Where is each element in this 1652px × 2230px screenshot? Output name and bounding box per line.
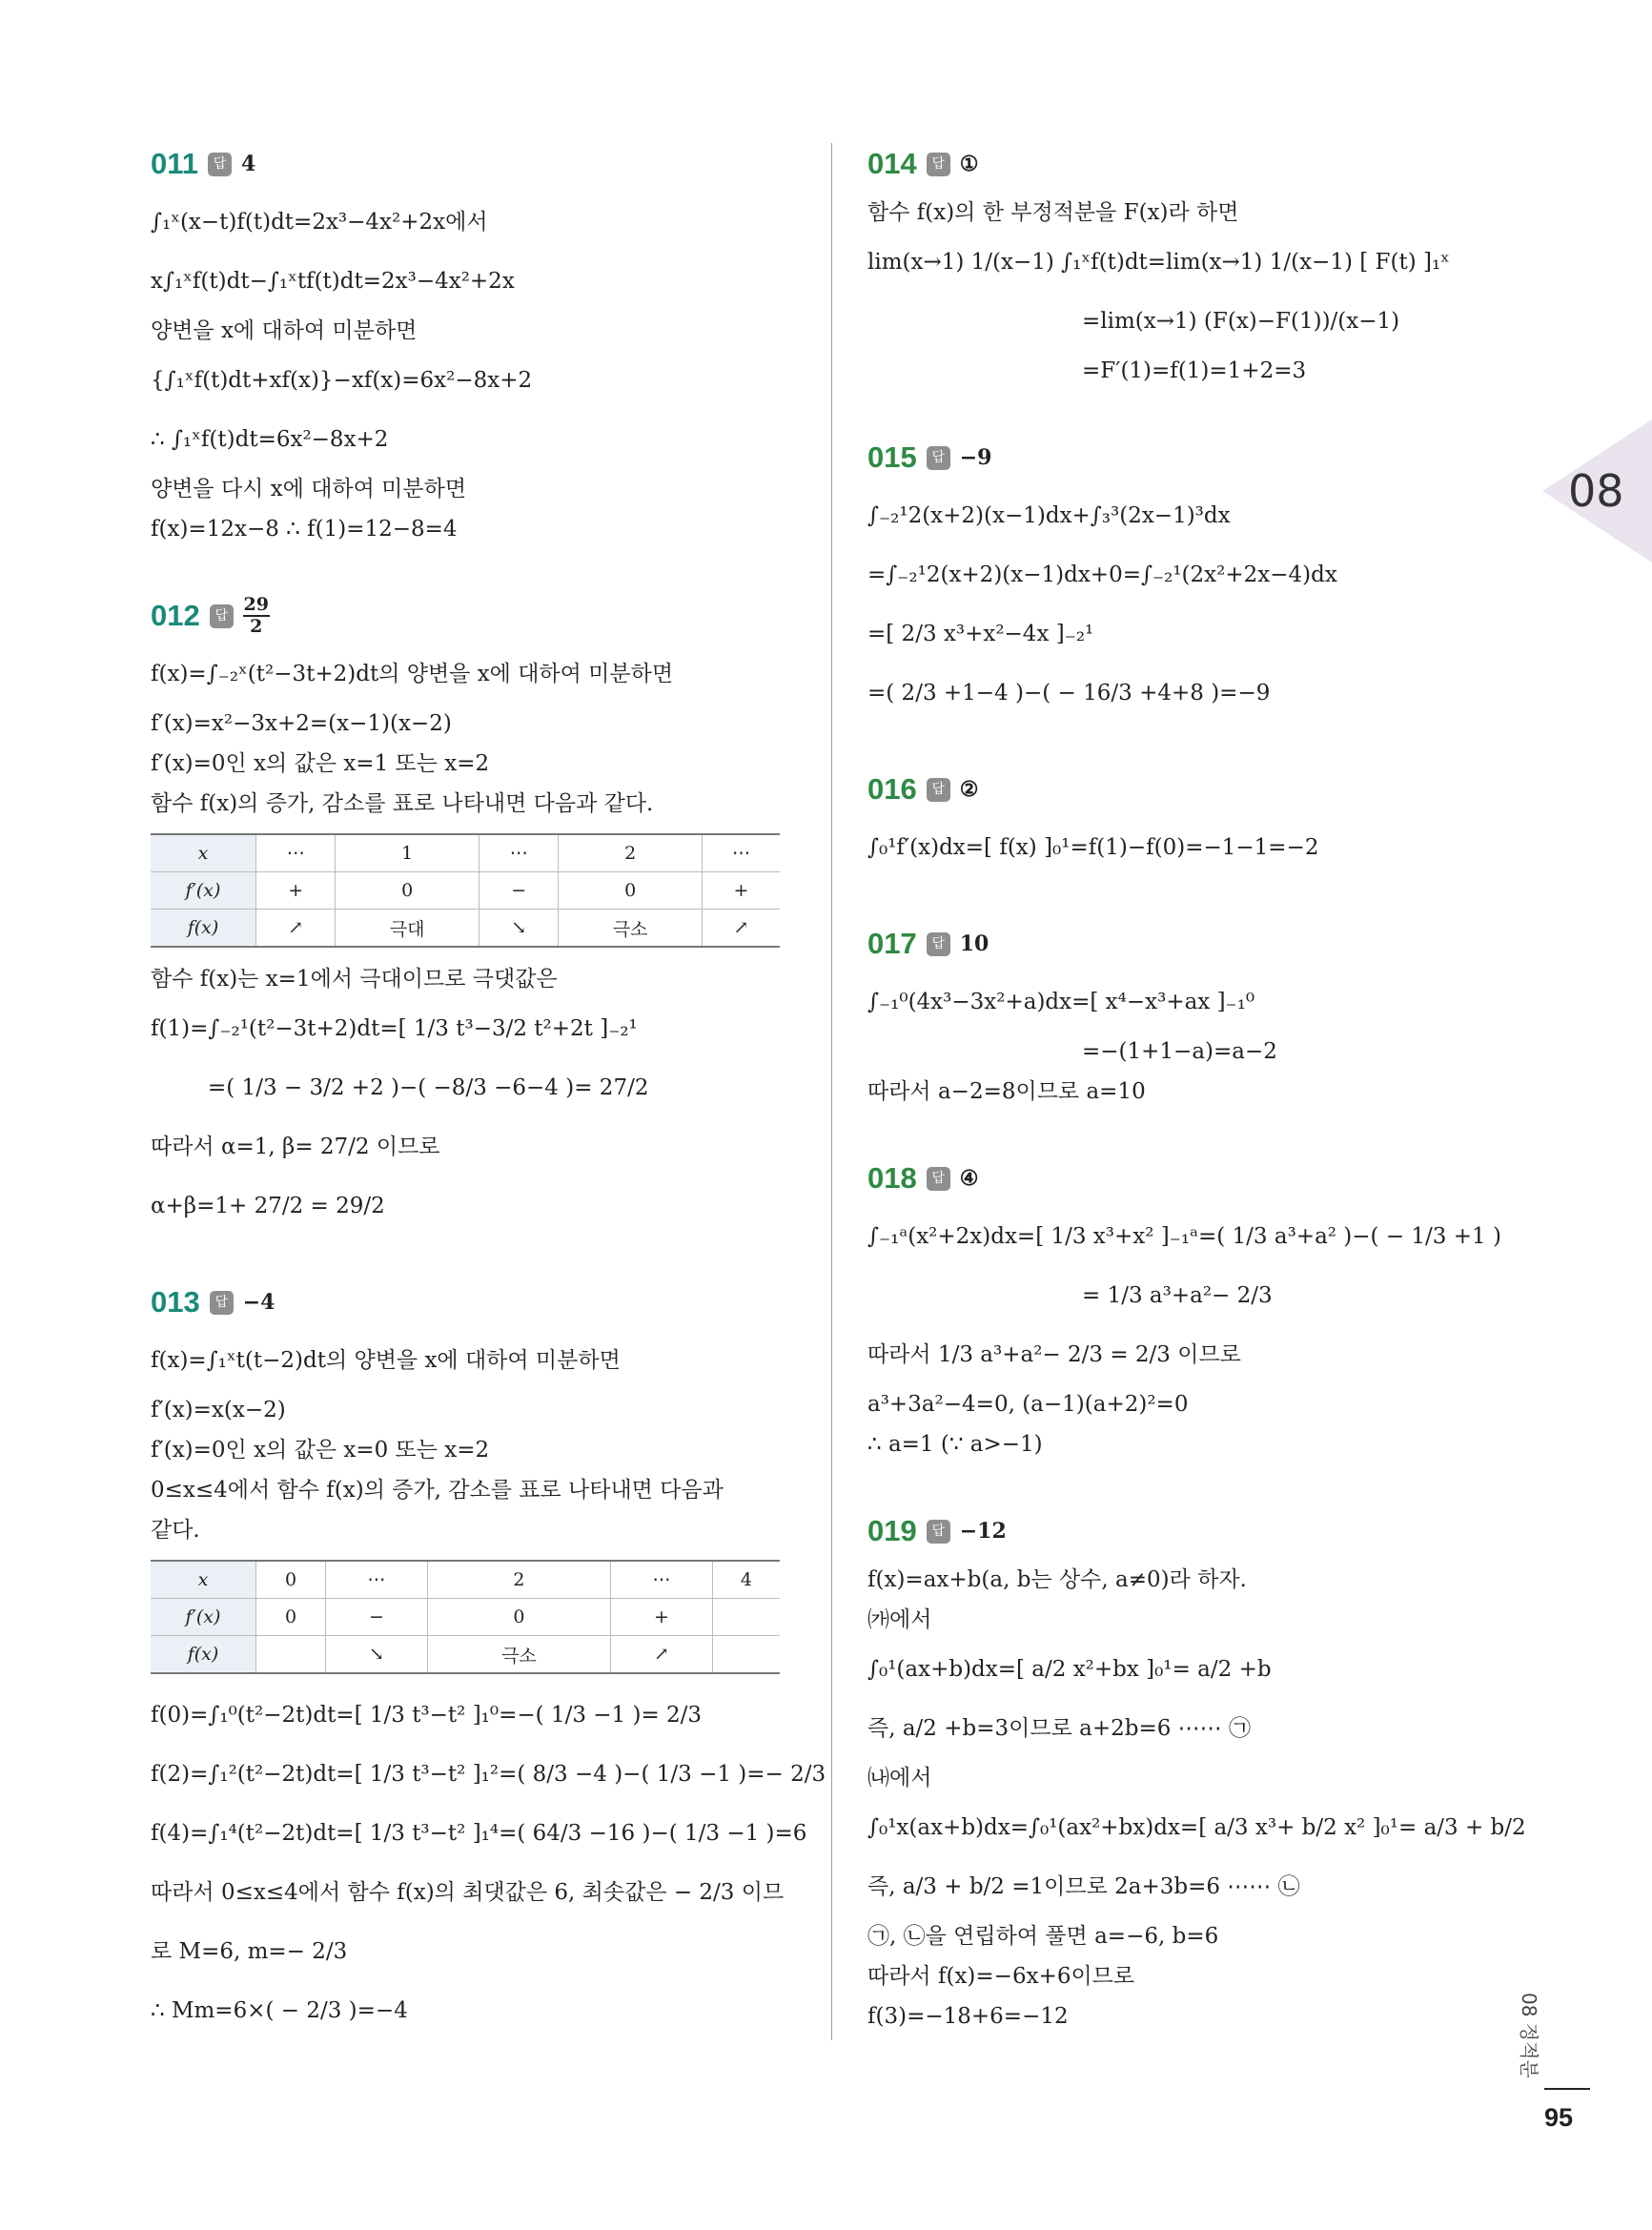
table-cell: ⋯ <box>326 1561 428 1599</box>
answer-tag: 답 <box>927 1520 950 1544</box>
solution-line: ∴ a=1 (∵ a>−1) <box>867 1432 1043 1457</box>
solution-line: 함수 f(x)는 x=1에서 극대이므로 극댓값은 <box>151 967 558 992</box>
solution-line: 따라서 α=1, β= 27/2 이므로 <box>151 1135 440 1159</box>
problem-header <box>867 923 1497 965</box>
answer-value: −12 <box>959 1519 1007 1544</box>
problem-018 <box>867 1157 1501 1464</box>
solution-line: = 1/3 a³+a²− 2/3 <box>1082 1283 1273 1308</box>
solution-line: f(1)=∫₋₂¹(t²−3t+2)dt=[ 1/3 t³−3/2 t²+2t ]₋₂¹ <box>151 1016 638 1041</box>
answer-tag: 답 <box>210 604 234 628</box>
table-cell: 0 <box>559 872 703 910</box>
problem-number: 018 <box>867 1161 917 1195</box>
problem-017 <box>867 923 1497 1112</box>
solution-line: ∫₀¹(ax+b)dx=[ a/2 x²+bx ]₀¹= a/2 +b <box>867 1657 1272 1682</box>
problem-number: 016 <box>867 772 917 806</box>
solution-line: ∫₋₁⁰(4x³−3x²+a)dx=[ x⁴−x³+ax ]₋₁⁰ <box>867 990 1255 1014</box>
solution-line: ∫₋₁ᵃ(x²+2x)dx=[ 1/3 x³+x² ]₋₁ᵃ=( 1/3 a³+a² )−( − 1/3 +1 ) <box>867 1224 1501 1249</box>
solution-line: f(x)=∫₋₂ˣ(t²−3t+2)dt의 양변을 x에 대하여 미분하면 <box>151 662 674 686</box>
problem-014 <box>867 143 1497 391</box>
solution-line: f(3)=−18+6=−12 <box>867 2004 1069 2029</box>
table-cell: 0 <box>336 872 479 910</box>
solution-line: 따라서 f(x)=−6x+6이므로 <box>867 1964 1135 1989</box>
problem-header <box>151 143 780 185</box>
chapter-tab-number: 08 <box>1568 465 1624 517</box>
solution-line: 즉, a/2 +b=3이므로 a+2b=6 ⋯⋯ ㉠ <box>867 1716 1251 1741</box>
table-cell: 0 <box>256 1599 326 1636</box>
solution-line: =lim(x→1) (F(x)−F(1))/(x−1) <box>1082 309 1400 334</box>
solution-line: =∫₋₂¹2(x+2)(x−1)dx+0=∫₋₂¹(2x²+2x−4)dx <box>867 563 1337 587</box>
solution-line: ∴ ∫₁ˣf(t)dt=6x²−8x+2 <box>151 427 389 452</box>
problem-header <box>867 1157 1497 1199</box>
solution-line: =( 1/3 − 3/2 +2 )−( −8/3 −6−4 )= 27/2 <box>208 1075 649 1100</box>
answer-value: 10 <box>959 931 989 956</box>
problem-011 <box>151 143 780 549</box>
solution-line: 로 M=6, m=− 2/3 <box>151 1939 348 1964</box>
solution-line: f′(x)=x(x−2) <box>151 1398 286 1422</box>
side-chapter-label: 08 정적분 <box>1518 1993 1540 2078</box>
problem-header <box>867 143 1497 185</box>
solution-line: ∫₀¹f′(x)dx=[ f(x) ]₀¹=f(1)−f(0)=−1−1=−2 <box>867 835 1319 860</box>
table-cell: f(x) <box>151 1636 256 1674</box>
solution-line: =( 2/3 +1−4 )−( − 16/3 +4+8 )=−9 <box>867 681 1271 706</box>
table-cell: f(x) <box>151 910 256 948</box>
table-cell: 0 <box>427 1599 610 1636</box>
solution-line: 따라서 0≤x≤4에서 함수 f(x)의 최댓값은 6, 최솟값은 − 2/3 이므 <box>151 1880 785 1905</box>
solution-line: ㉠, ㉡을 연립하여 풀면 a=−6, b=6 <box>867 1924 1219 1949</box>
table-cell <box>712 1599 780 1636</box>
table-cell: − <box>479 872 558 910</box>
solution-line: =−(1+1−a)=a−2 <box>1082 1039 1277 1064</box>
solution-line: 0≤x≤4에서 함수 f(x)의 증가, 감소를 표로 나타내면 다음과 <box>151 1478 724 1503</box>
solution-line: ∫₁ˣ(x−t)f(t)dt=2x³−4x²+2x에서 <box>151 210 488 235</box>
problem-number: 014 <box>867 147 917 180</box>
table-cell: 2 <box>427 1561 610 1599</box>
problem-header <box>867 437 1497 479</box>
table-cell: f′(x) <box>151 1599 256 1636</box>
solution-line: f′(x)=x²−3x+2=(x−1)(x−2) <box>151 711 452 736</box>
table-cell: 극대 <box>336 910 479 948</box>
table-cell: + <box>702 872 780 910</box>
solution-line: f′(x)=0인 x의 값은 x=0 또는 x=2 <box>151 1438 490 1463</box>
problem-number: 017 <box>867 927 917 960</box>
sign-table <box>151 833 780 948</box>
solution-line: 즉, a/3 + b/2 =1이므로 2a+3b=6 ⋯⋯ ㉡ <box>867 1874 1300 1899</box>
table-cell: 2 <box>559 834 703 872</box>
problem-header <box>867 768 1497 810</box>
answer-value: −4 <box>242 1290 275 1315</box>
problem-header <box>867 1510 1497 1552</box>
answer-value: −9 <box>959 445 992 470</box>
table-cell: 극소 <box>559 910 703 948</box>
problem-number: 012 <box>151 599 200 632</box>
answer-value: 4 <box>241 152 256 176</box>
answer-fraction <box>243 595 270 637</box>
solution-line: 양변을 다시 x에 대하여 미분하면 <box>151 477 467 501</box>
column-divider <box>831 143 832 2040</box>
table-cell: + <box>611 1599 713 1636</box>
table-row <box>151 910 780 948</box>
solution-line: f′(x)=0인 x의 값은 x=1 또는 x=2 <box>151 751 490 776</box>
solution-line: ∴ Mm=6×( − 2/3 )=−4 <box>151 1998 408 2023</box>
page-number: 95 <box>1544 2103 1574 2132</box>
problem-012 <box>151 595 780 1236</box>
answer-value: ② <box>959 777 979 802</box>
answer-value: ① <box>959 152 979 176</box>
solution-line: lim(x→1) 1/(x−1) ∫₁ˣf(t)dt=lim(x→1) 1/(x−1) [ F(t) ]₁ˣ <box>867 250 1450 275</box>
problem-015 <box>867 437 1497 723</box>
table-cell: x <box>151 1561 256 1599</box>
problem-number: 013 <box>151 1285 200 1319</box>
solution-line: f(x)=∫₁ˣt(t−2)dt의 양변을 x에 대하여 미분하면 <box>151 1348 621 1373</box>
solution-line: a³+3a²−4=0, (a−1)(a+2)²=0 <box>867 1392 1189 1417</box>
solution-line: {∫₁ˣf(t)dt+xf(x)}−xf(x)=6x²−8x+2 <box>151 368 533 393</box>
problem-header <box>151 595 780 637</box>
sign-table <box>151 1560 780 1674</box>
table-cell: ⋯ <box>702 834 780 872</box>
solution-line: 함수 f(x)의 증가, 감소를 표로 나타내면 다음과 같다. <box>151 791 654 816</box>
right-column <box>867 143 1526 2082</box>
answer-tag: 답 <box>927 446 950 470</box>
table-cell: ↗ <box>256 910 336 948</box>
table-cell: ⋯ <box>611 1561 713 1599</box>
table-cell: 극소 <box>427 1636 610 1674</box>
solution-line: f(2)=∫₁²(t²−2t)dt=[ 1/3 t³−t² ]₁²=( 8/3 −4 )−( 1/3 −1 )=− 2/3 <box>151 1762 826 1787</box>
table-cell: ↘ <box>326 1636 428 1674</box>
table-row <box>151 834 780 872</box>
problem-header <box>151 1281 780 1323</box>
answer-numerator: 29 <box>243 594 269 615</box>
solution-line: 같다. <box>151 1518 200 1543</box>
page-number-rule <box>1544 2088 1590 2090</box>
solution-line: f(4)=∫₁⁴(t²−2t)dt=[ 1/3 t³−t² ]₁⁴=( 64/3 −16 )−( 1/3 −1 )=6 <box>151 1821 807 1846</box>
problem-number: 011 <box>151 147 199 180</box>
table-cell: ↗ <box>611 1636 713 1674</box>
problem-016 <box>867 768 1497 877</box>
answer-tag: 답 <box>210 1291 234 1315</box>
answer-tag: 답 <box>927 153 950 176</box>
table-cell: ↘ <box>479 910 558 948</box>
solution-line: ∫₀¹x(ax+b)dx=∫₀¹(ax²+bx)dx=[ a/3 x³+ b/2 x² ]₀¹= a/3 + b/2 <box>867 1815 1526 1840</box>
table-cell: 1 <box>336 834 479 872</box>
solution-line: 양변을 x에 대하여 미분하면 <box>151 318 418 343</box>
answer-tag: 답 <box>927 778 950 802</box>
solution-line: f(0)=∫₁⁰(t²−2t)dt=[ 1/3 t³−t² ]₁⁰=−( 1/3 −1 )= 2/3 <box>151 1703 703 1728</box>
answer-tag: 답 <box>927 1167 950 1191</box>
table-cell: ↗ <box>702 910 780 948</box>
problem-number: 015 <box>867 440 917 474</box>
solution-line: =F′(1)=f(1)=1+2=3 <box>1082 358 1307 383</box>
solution-line: =[ 2/3 x³+x²−4x ]₋₂¹ <box>867 622 1094 646</box>
problem-number: 019 <box>867 1514 917 1547</box>
table-cell: ⋯ <box>256 834 336 872</box>
table-cell: x <box>151 834 256 872</box>
table-cell: ⋯ <box>479 834 558 872</box>
answer-tag: 답 <box>208 153 232 176</box>
table-row <box>151 1561 780 1599</box>
answer-denominator: 2 <box>250 616 263 637</box>
table-cell: 4 <box>712 1561 780 1599</box>
left-column <box>151 143 826 2086</box>
solution-line: f(x)=ax+b(a, b는 상수, a≠0)라 하자. <box>867 1567 1247 1592</box>
table-cell: 0 <box>256 1561 326 1599</box>
solution-line: 따라서 1/3 a³+a²− 2/3 = 2/3 이므로 <box>867 1342 1241 1367</box>
table-cell <box>712 1636 780 1674</box>
table-cell: + <box>256 872 336 910</box>
solution-line: f(x)=12x−8 ∴ f(1)=12−8=4 <box>151 517 458 542</box>
solution-line: ∫₋₂¹2(x+2)(x−1)dx+∫₃³(2x−1)³dx <box>867 503 1231 528</box>
table-row <box>151 872 780 910</box>
solution-line: 따라서 a−2=8이므로 a=10 <box>867 1079 1146 1104</box>
problem-019 <box>867 1510 1526 2036</box>
solution-line: 함수 f(x)의 한 부정적분을 F(x)라 하면 <box>867 200 1239 225</box>
solution-line: ㈎에서 <box>867 1607 932 1632</box>
problem-013 <box>151 1281 826 2040</box>
table-cell <box>256 1636 326 1674</box>
solution-line: α+β=1+ 27/2 = 29/2 <box>151 1194 385 1218</box>
solution-line: x∫₁ˣf(t)dt−∫₁ˣtf(t)dt=2x³−4x²+2x <box>151 269 515 294</box>
answer-tag: 답 <box>927 932 950 956</box>
table-row <box>151 1636 780 1674</box>
table-cell: − <box>326 1599 428 1636</box>
table-row <box>151 1599 780 1636</box>
answer-value: ④ <box>959 1166 979 1191</box>
solution-line: ㈏에서 <box>867 1766 932 1790</box>
table-cell: f′(x) <box>151 872 256 910</box>
